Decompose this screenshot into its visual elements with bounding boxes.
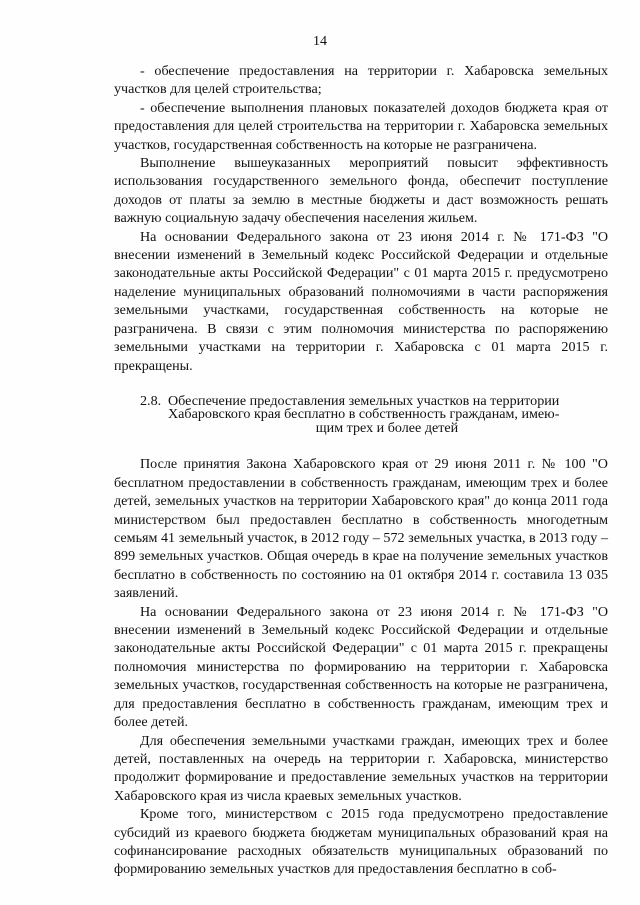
section-title (168, 392, 608, 436)
document-body (114, 62, 608, 879)
paragraph-federal-law-171-powers: На основании Федерального закона от 23 июня 2014 г. № 171-ФЗ "О внесении изменений в Земельный кодекс Российской Федерации и отдельные законодательные акты Российской Федерации" с 01 марта 2015 г. предусмотрено наделение муниципальных образований полномочиями в части распоряжения земельными участками, государственная собственность на которые не разграничена. В связи с этим полномочия министерства по распоряжению земельными участками на территории г. Хабаровска с 01 марта 2015 г. прекращены. (114, 228, 608, 374)
paragraph-efficiency: Выполнение вышеуказанных мероприятий повысит эффективность использования государственного земельного фонда, обеспечит поступление доходов от платы за землю в местные бюджеты и даст возможность решать важную социальную задачу обеспечения населения жильем. (114, 155, 608, 227)
paragraph-provision-continues: Для обеспечения земельными участками граждан, имеющих трех и более детей, поставленных на очередь на территории г. Хабаровска, министерство продолжит формирование и предоставление земельных участков на территории Хабаровского края из числа краевых земельных участков. (114, 732, 608, 804)
paragraph-bullet-budget: - обеспечение выполнения плановых показателей доходов бюджета края от предоставления для целей строительства на территории г. Хабаровска земельных участков, государственная собственность на которые не разграничена. (114, 99, 608, 153)
section-number: 2.8. (140, 392, 162, 409)
page-number: 14 (313, 34, 327, 49)
paragraph-federal-law-171-terminated: На основании Федерального закона от 23 июня 2014 г. № 171-ФЗ "О внесении изменений в Земельный кодекс Российской Федерации и отдельные законодательные акты Российской Федерации" с 01 марта 2015 г. прекращены полномочия министерства по формированию на территории г. Хабаровска земельных участков, государственная собственность на которые не разграничена, для предоставления бесплатно в собственность гражданам, имеющим трех и более детей. (114, 603, 608, 731)
paragraph-subsidies: Кроме того, министерством с 2015 года предусмотрено предоставление субсидий из краевого бюджета бюджетам муниципальных образований края на софинансирование расходных обязательств муниципальных образований по формированию земельных участков для предоставления бесплатно в соб- (114, 806, 608, 878)
section-title-line-1: Обеспечение предоставления земельных участков на территории (168, 392, 560, 409)
section-title-line-3: щим трех и более детей (315, 419, 459, 436)
paragraph-law-100-statistics: После принятия Закона Хабаровского края от 29 июня 2011 г. № 100 "О бесплатном предоставлении в собственность гражданам, имеющим трех и более детей, земельных участков на территории Хабаровского края" до конца 2011 года министерством был предоставлен бесплатно в собственность многодетным семьям 41 земельный участок, в 2012 году – 572 земельных участка, в 2013 году – 899 земельных участков. Общая очередь в крае на получение земельных участков бесплатно в собственность по состоянию на 01 октября 2014 г. составила 13 035 заявлений. (114, 456, 608, 602)
section-heading (114, 392, 608, 436)
section-title-line-2: Хабаровского края бесплатно в собственность гражданам, имею- (168, 406, 560, 423)
paragraph-bullet-construction: - обеспечение предоставления на территории г. Хабаровска земельных участков для целей строительства; (114, 63, 608, 98)
